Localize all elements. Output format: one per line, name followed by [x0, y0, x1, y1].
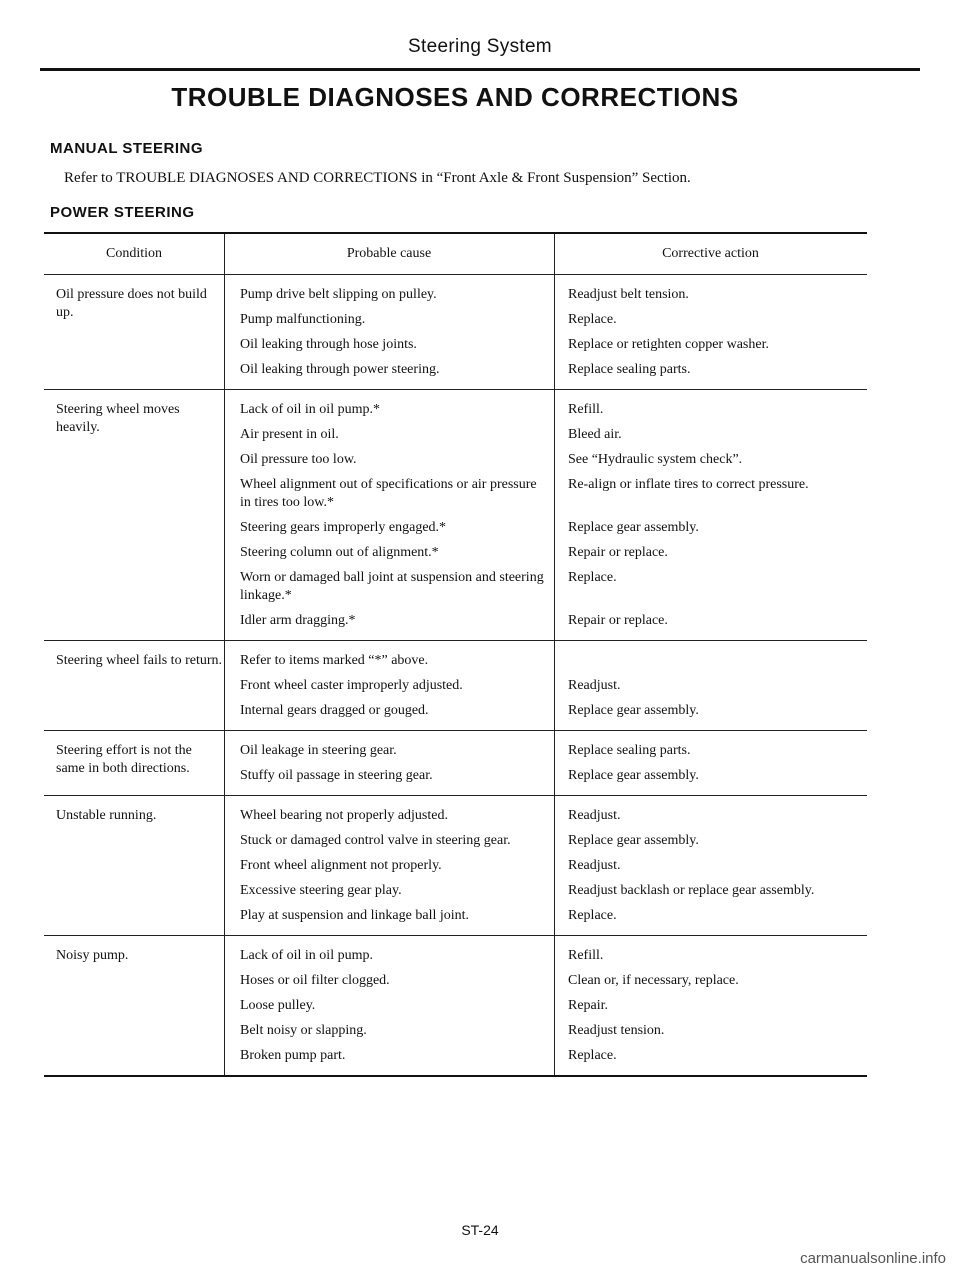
footer-watermark: carmanualsonline.info — [800, 1250, 946, 1267]
action-cell: Refill. — [568, 948, 604, 963]
cause-action-pair — [224, 907, 867, 925]
cause-action-pair — [224, 997, 867, 1015]
cause-cell: Lack of oil in oil pump. — [240, 948, 373, 963]
cause-cell: Steering gears improperly engaged.* — [240, 520, 447, 535]
cause-action-pair — [224, 519, 867, 537]
header-title: Steering System — [408, 36, 552, 57]
action-cell: Replace. — [568, 570, 617, 585]
cause-action-list — [224, 286, 867, 379]
condition-cell: Noisy pump. — [56, 948, 129, 963]
cause-cell: Stuck or damaged control valve in steering gear. — [240, 833, 511, 848]
cause-cell: Oil leakage in steering gear. — [240, 743, 397, 758]
cause-cell: Pump malfunctioning. — [240, 312, 366, 327]
cause-cell: Loose pulley. — [240, 998, 316, 1013]
action-cell: Readjust tension. — [568, 1023, 665, 1038]
cause-action-pair — [224, 947, 867, 965]
action-cell: See “Hydraulic system check”. — [568, 452, 743, 467]
cause-cell: Idler arm dragging.* — [240, 613, 356, 628]
cause-cell: Front wheel caster improperly adjusted. — [240, 678, 463, 693]
action-cell — [554, 652, 867, 670]
condition-cell: Steering wheel moves heavily. — [56, 402, 180, 435]
cause-cell: Front wheel alignment not properly. — [240, 858, 442, 873]
power-steering-heading: POWER STEERING — [50, 204, 195, 221]
cause-action-pair — [224, 361, 867, 379]
action-cell: Replace gear assembly. — [568, 520, 699, 535]
cause-action-list — [224, 742, 867, 785]
table-column-divider — [224, 234, 225, 1075]
condition-cell: Oil pressure does not build up. — [56, 287, 207, 320]
column-header-action: Corrective action — [662, 246, 759, 261]
cause-cell: Belt noisy or slapping. — [240, 1023, 367, 1038]
table-row — [44, 796, 867, 936]
action-cell: Replace gear assembly. — [568, 833, 699, 848]
action-cell: Clean or, if necessary, replace. — [568, 973, 739, 988]
action-cell: Repair. — [568, 998, 609, 1013]
cause-action-pair — [224, 311, 867, 329]
cause-action-pair — [224, 401, 867, 419]
cause-action-pair — [224, 677, 867, 695]
cause-cell: Excessive steering gear play. — [240, 883, 402, 898]
cause-cell: Broken pump part. — [240, 1048, 346, 1063]
cause-action-pair — [224, 1047, 867, 1065]
action-cell: Replace sealing parts. — [568, 743, 691, 758]
cause-action-pair — [224, 972, 867, 990]
table-header — [44, 234, 867, 275]
cause-cell: Wheel alignment out of specifications or air pressure in tires too low.* — [240, 477, 537, 510]
table-row — [44, 390, 867, 641]
table-row — [44, 641, 867, 731]
cause-action-pair — [224, 652, 867, 670]
column-header-condition: Condition — [105, 246, 162, 261]
action-cell: Repair or replace. — [568, 545, 668, 560]
cause-action-pair — [224, 569, 867, 605]
action-cell: Replace or retighten copper washer. — [568, 337, 769, 352]
cause-action-pair — [224, 451, 867, 469]
cause-action-pair — [224, 426, 867, 444]
action-cell: Bleed air. — [568, 427, 622, 442]
cause-cell: Lack of oil in oil pump.* — [240, 402, 380, 417]
action-cell: Replace. — [568, 908, 617, 923]
cause-cell: Stuffy oil passage in steering gear. — [240, 768, 433, 783]
cause-action-pair — [224, 612, 867, 630]
cause-cell: Refer to items marked “*” above. — [240, 653, 429, 668]
table-row — [44, 275, 867, 390]
column-header-cause: Probable cause — [346, 246, 432, 261]
cause-action-pair — [224, 286, 867, 304]
action-cell: Replace sealing parts. — [568, 362, 691, 377]
page-number: ST-24 — [461, 1222, 499, 1238]
cause-action-pair — [224, 336, 867, 354]
cause-action-pair — [224, 476, 867, 512]
action-cell: Replace gear assembly. — [568, 703, 699, 718]
action-cell: Readjust belt tension. — [568, 287, 689, 302]
cause-cell: Pump drive belt slipping on pulley. — [240, 287, 437, 302]
header-rule — [40, 68, 920, 71]
cause-action-list — [224, 401, 867, 630]
cause-cell: Oil leaking through hose joints. — [240, 337, 417, 352]
action-cell: Readjust. — [568, 858, 621, 873]
manual-steering-text: Refer to TROUBLE DIAGNOSES AND CORRECTIONS in “Front Axle & Front Suspension” Section. — [64, 170, 691, 186]
cause-cell: Internal gears dragged or gouged. — [240, 703, 429, 718]
cause-cell: Air present in oil. — [240, 427, 339, 442]
action-cell: Re-align or inflate tires to correct pressure. — [568, 477, 809, 492]
cause-cell: Wheel bearing not properly adjusted. — [240, 808, 448, 823]
action-cell: Readjust. — [568, 808, 621, 823]
action-cell: Replace. — [568, 312, 617, 327]
cause-action-pair — [224, 807, 867, 825]
action-cell: Repair or replace. — [568, 613, 668, 628]
cause-cell: Hoses or oil filter clogged. — [240, 973, 390, 988]
cause-action-pair — [224, 857, 867, 875]
cause-action-list — [224, 652, 867, 720]
condition-cell: Steering effort is not the same in both directions. — [56, 743, 192, 776]
action-cell: Replace. — [568, 1048, 617, 1063]
cause-action-pair — [224, 767, 867, 785]
cause-action-pair — [224, 742, 867, 760]
cause-cell: Oil leaking through power steering. — [240, 362, 440, 377]
cause-action-list — [224, 807, 867, 925]
cause-action-pair — [224, 1022, 867, 1040]
cause-cell: Play at suspension and linkage ball joint. — [240, 908, 470, 923]
action-cell: Readjust backlash or replace gear assembly. — [568, 883, 815, 898]
condition-cell: Steering wheel fails to return. — [56, 653, 223, 668]
cause-action-pair — [224, 832, 867, 850]
cause-action-pair — [224, 544, 867, 562]
cause-action-list — [224, 947, 867, 1065]
table-row — [44, 936, 867, 1075]
cause-cell: Steering column out of alignment.* — [240, 545, 439, 560]
table-column-divider — [554, 234, 555, 1075]
cause-action-pair — [224, 702, 867, 720]
action-cell: Readjust. — [568, 678, 621, 693]
trouble-table — [44, 232, 867, 1077]
table-row — [44, 731, 867, 796]
cause-cell: Oil pressure too low. — [240, 452, 357, 467]
action-cell: Replace gear assembly. — [568, 768, 699, 783]
manual-steering-heading: MANUAL STEERING — [50, 140, 204, 157]
cause-action-pair — [224, 882, 867, 900]
page-title: TROUBLE DIAGNOSES AND CORRECTIONS — [171, 82, 739, 112]
table-body — [44, 275, 867, 1075]
action-cell: Refill. — [568, 402, 604, 417]
cause-cell: Worn or damaged ball joint at suspension and steering linkage.* — [240, 570, 544, 603]
condition-cell: Unstable running. — [56, 808, 157, 823]
